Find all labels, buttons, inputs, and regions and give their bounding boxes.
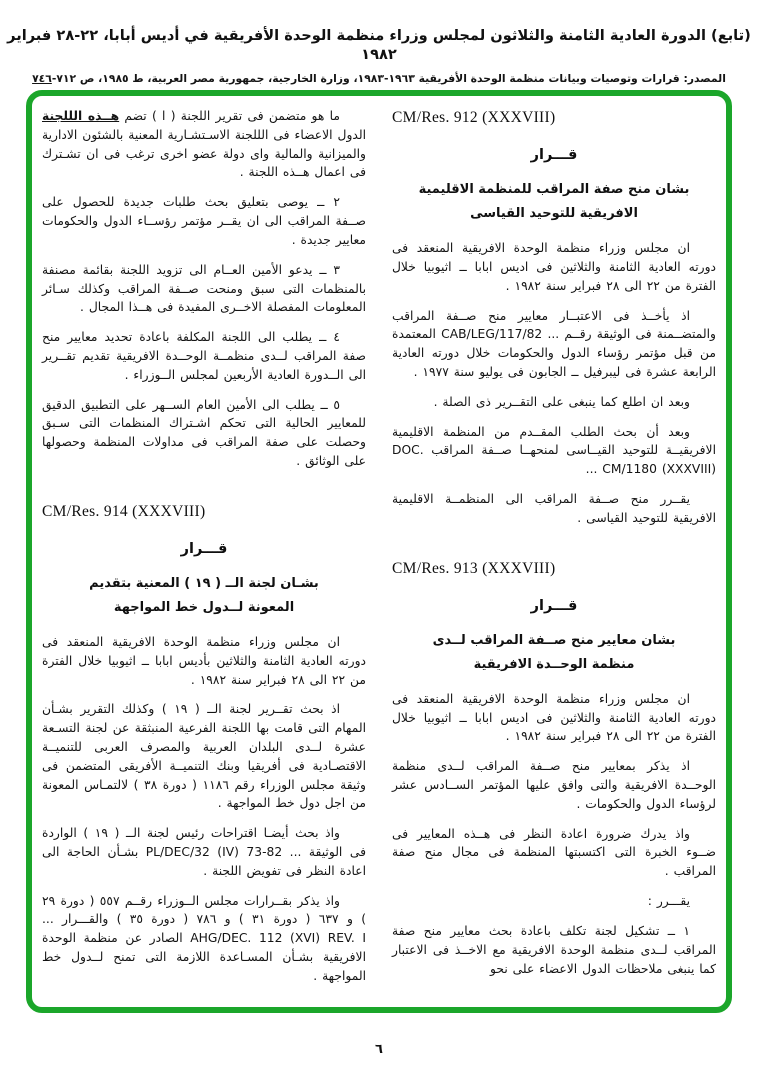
page-header	[0, 0, 758, 85]
paragraph: ما هو متضمن فى تقرير اللجنة ( ا ) تضم هــذه الللجنة الدول الاعضاء فى الللجنة الاسـتشـارية المعنية بالشئون الادارية والميزانية والمالية واى دولة عضو اخرى ترغب فى ان تشـترك فى اعمال هــذه اللجنة .	[42, 109, 366, 180]
header-source-pages-underlined: ٧٤٦	[32, 71, 52, 85]
resolution-id: CM/Res. 912 (XXXVIII)	[392, 109, 556, 126]
paragraph: يقــرر منح صــفة المراقب الى المنظمــة الاقليمية الافريقية للتوحيد القياسى .	[392, 492, 716, 525]
resolution-subtitle: المعونة لــدول خط المواجهة	[113, 599, 295, 615]
resolution-section	[392, 109, 716, 528]
resolution-heading: قـــرار	[180, 540, 228, 557]
paragraph: اذ بحث تقــرير لجنة الــ ( ١٩ ) وكذلك التقرير بشـأن المهام التى قامت بها اللجنة الفرعية المنبثقة عن لجنة التسـعة عشرة لــدى البلدان العربية والمصرف العربى للتنميــة الاقتصـادية فى أفريقيا وبنك التنميــة الأفريقى المتضمن فى وثيقة مجلس الوزراء رقم ١١٨٦ ( دورة ٣٨ ) لالتمـاس المعونة من اجل دول خط المواجهة .	[42, 702, 366, 811]
resolution-subtitle-block	[392, 178, 716, 226]
green-border-content-box	[26, 90, 732, 1013]
resolution-subtitle: بشـان لجنة الــ ( ١٩ ) المعنية بتقديم	[89, 575, 319, 591]
resolution-id: CM/Res. 913 (XXXVIII)	[392, 559, 556, 577]
paragraph: اذ يذكر بمعايير منح صــفة المراقب لــدى منظمة الوحــدة الافريقية والتى وافق عليها المؤتمر الســادس عشر لرؤساء الدول والحكومات .	[392, 759, 716, 811]
resolution-subtitle: الافريقية للتوحيد القياسى	[470, 206, 638, 222]
resolution-subtitle-block	[392, 629, 716, 677]
paragraph: واذ يدرك ضرورة اعادة النظر فى هــذه المعايير فى ضــوء الخبرة التى اكتسبتها المنظمة فى مجال منح صفة المراقب .	[392, 826, 716, 879]
header-source-line	[0, 72, 758, 85]
paragraph: وبعد ان اطلع كما ينبغى على التقــرير ذى الصلة .	[433, 394, 690, 409]
page-number: ٦	[375, 1042, 383, 1057]
paragraph: ان مجلس وزراء منظمة الوحدة الافريقية المنعقد فى دورته العادية الثامنة والثلاثين فى اديس ابابا ــ اثيوبيا خلال الفترة من ٢٢ الى ٢٨ فبراير سنة ١٩٨٢ .	[392, 241, 716, 293]
resolution-section	[392, 560, 716, 979]
paragraph: ان مجلس وزراء منظمة الوحدة الافريقية المنعقد فى دورته العادية الثامنة والثلاثين فى اديس ابابا ــ اثيوبيا خلال الفترة من ٢٢ الى ٢٨ فبراير سنة ١٩٨٢ .	[392, 691, 716, 744]
paragraph: وبعد أن بحث الطلب المقــدم من المنظمة الاقليمية الافريقيــة للتوحيد القيــاسى لمنحهــا صــفة المراقب DOC. CM/1180 (XXXVIII) ...	[392, 424, 716, 477]
resolution-section	[42, 503, 366, 986]
paragraph: اذ يأخــذ فى الاعتبــار معايير منح صــفة المراقب والمتضــمنة فى الوثيقة رقــم ... CAB/LEG/117/82 المعتمدة من قبل مؤتمر رؤساء الدول والحكومات خلال دورته العادية الرابعة عشرة فى ليبرفيل ــ الجابون فى يوليو سنة ١٩٧٧ .	[392, 308, 716, 379]
resolution-subtitle: بشان منح صفة المراقب للمنظمة الاقليمية	[418, 182, 690, 197]
paragraph: ان مجلس وزراء منظمة الوحدة الافريقية المنعقد فى دورته العادية الثامنة والثلاثين بأديس ابابا ــ اثيوبيا خلال الفترة من ٢٢ الى ٢٨ فبراير سنة ١٩٨٢ .	[42, 634, 366, 687]
paragraph: ٤ ــ يطلب الى اللجنة المكلفة باعادة تحديد معايير منح صفة المراقب لــدى منظمــة الوحــدة الافريقية تقديم تقــرير الى الــدورة العادية الأربعين لمجلس الــوزراء .	[42, 330, 366, 382]
header-session-title: (تابع) الدورة العادية الثامنة والثلاثون لمجلس وزراء منظمة الوحدة الأفريقية في أديس أبابا، ٢٢-٢٨ فبراير ١٩٨٢	[7, 27, 751, 63]
column-left	[42, 107, 366, 999]
resolution-heading: قـــرار	[530, 147, 578, 163]
resolution-subtitle: منظمة الوحــدة الافريقية	[473, 656, 635, 672]
paragraph: يقـــرر :	[647, 894, 690, 909]
paragraph: ٥ ــ يطلب الى الأمين العام الســهر على التطبيق الدقيق للمعايير الحالية التى تحكم اشـتراك المنظمات التى سـبق وحصلت على صفة المراقب فى مداولات المنظمة وحصولها على الوثائق .	[42, 397, 366, 468]
resolution-id: CM/Res. 914 (XXXVIII)	[42, 502, 206, 520]
paragraph: واذ يذكر بقــرارات مجلس الــوزراء رقــم ٥٥٧ ( دورة ٢٩ ) و ٦٣٧ ( دورة ٣١ ) و ٧٨٦ ( دورة ٣٥ ) والقـــرار ... AHG/DEC. 112 (XVI) REV. I الصادر عن منظمة الوحدة الافريقية بشـأن المسـاعدة اللازمة التى تمنح لــدول خط المواجهة .	[42, 893, 366, 983]
paragraph: ٣ ــ يدعو الأمين العــام الى تزويد اللجنة بقائمة مصنفة بالمنظمات التى سبق ومنحت صــفة المراقب وكذلك سـائر المعلومات المفصلة الاخــرى المفيدة فى هــذا المجال .	[42, 262, 366, 315]
paragraph: ١ ــ تشكيل لجنة تكلف باعادة بحث معايير منح صفة المراقب لــدى منظمة الوحدة الافريقية مع الاخــذ فى الاعتبار كما ينبغى ملاحظات الدول الاعضاء على نحو	[392, 923, 716, 976]
two-column-content	[32, 96, 726, 1007]
resolution-subtitle: بشان معايير منح صــفة المراقب لــدى	[432, 632, 676, 648]
paragraph: ٢ ــ يوصى بتعليق بحث طلبات جديدة للحصول على صــفة المراقب الى ان يقــر مؤتمر رؤســاء الدول والحكومات معايير جديدة .	[42, 195, 366, 247]
paragraph: واذ بحث أيضـا اقتراحات رئيس لجنة الــ ( ١٩ ) الواردة فى الوثيقة ... PL/DEC/32 (IV) 73-82 بشـأن الحاجة الى اعادة النظر فى تفويض اللجنة .	[42, 826, 366, 878]
resolution-section	[42, 107, 366, 471]
header-source-text: المصدر: قرارات وتوصيات وبيانات منظمة الوحدة الأفريقية ١٩٦٣-١٩٨٣، وزارة الخارجية، جمهورية مصر العربية، ط ١٩٨٥، ص ٧١٢-	[51, 71, 726, 85]
resolution-subtitle-block	[42, 572, 366, 620]
resolution-heading: قـــرار	[530, 597, 578, 614]
underlined-phrase: هــذه الللجنة	[42, 109, 120, 123]
column-right	[392, 107, 716, 999]
